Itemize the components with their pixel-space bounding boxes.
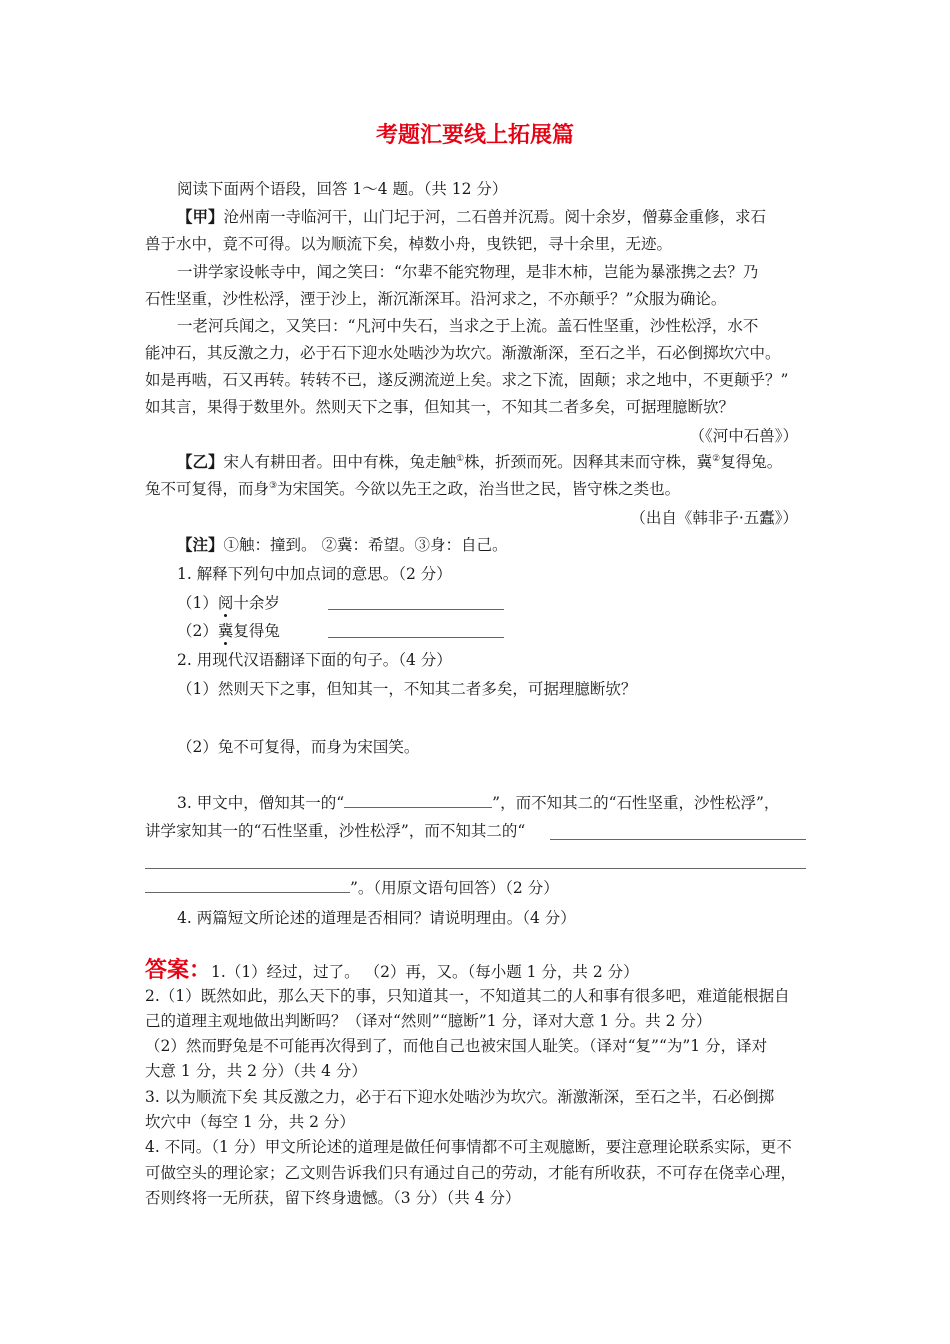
- yi-line-2: 兔不可复得，而身③为宋国笑。今欲以先王之政，治当世之民，皆守株之类也。: [145, 480, 681, 498]
- question-3-line-3: ”。（用原文语句回答）（2 分）: [145, 878, 815, 898]
- answer-blank-3-4[interactable]: [145, 878, 350, 893]
- page-title: 考题汇要线上拓展篇: [375, 123, 574, 148]
- intro-line: 阅读下面两个语段，回答 1～4 题。（共 12 分）: [177, 180, 508, 198]
- answer-2-line-4: 大意 1 分，共 2 分）（共 4 分）: [145, 1062, 367, 1080]
- answer-4-line-1: 4. 不同。（1 分）甲文所论述的道理是做任何事情都不可主观臆断，要注意理论联系实际，更不: [145, 1138, 792, 1156]
- dotted-word: 阅: [217, 594, 234, 612]
- question-3-line-2: 讲学家知其一的“石性坚重，沙性松浮”，而不知其二的“: [145, 822, 526, 840]
- question-2: 2. 用现代汉语翻译下面的句子。（4 分）: [177, 651, 452, 669]
- answer-4-line-3: 否则终将一无所获，留下终身遗憾。（3 分）（共 4 分）: [145, 1189, 521, 1207]
- yi-tag: 【乙】: [177, 453, 224, 471]
- question-2-item-2: （2）兔不可复得，而身为宋国笑。: [177, 738, 420, 756]
- answer-3-line-2: 坎穴中（每空 1 分，共 2 分）: [145, 1113, 355, 1131]
- question-1-item-2: （2）冀复得兔: [177, 622, 280, 640]
- answer-2-line-2: 己的道理主观地做出判断吗？（译对“然则”“臆断”1 分，译对大意 1 分。共 2 分）: [145, 1012, 712, 1030]
- question-2-item-1: （1）然则天下之事，但知其一，不知其二者多矣，可据理臆断欤？: [177, 680, 637, 698]
- jia-tag: 【甲】: [177, 208, 224, 226]
- note-line: 【注】①触：撞到。 ②冀：希望。③身：自己。: [177, 536, 508, 554]
- question-1-item-1: （1）阅十余岁: [177, 594, 280, 612]
- answer-blank-1-1[interactable]: [328, 608, 504, 610]
- answer-1: 答案：1.（1）经过，过了。 （2）再，又。（每小题 1 分，共 2 分）: [145, 958, 639, 983]
- answer-2-line-1: 2.（1）既然如此，那么天下的事，只知道其一，不知道其二的人和事有很多吧，难道能根据自: [145, 987, 790, 1005]
- question-1: 1. 解释下列句中加点词的意思。（2 分）: [177, 565, 452, 583]
- answer-blank-3-1[interactable]: [344, 793, 492, 808]
- question-3-line-1: 3. 甲文中，僧知其一的“ ”，而不知其二的“石性坚重，沙性松浮”，: [177, 794, 780, 812]
- jia-paragraph-3-line-2: 能冲石，其反激之力，必于石下迎水处啮沙为坎穴。渐激渐深，至石之半，石必倒掷坎穴中。: [145, 344, 781, 362]
- answer-4-line-2: 可做空头的理论家；乙文则告诉我们只有通过自己的劳动，才能有所收获，不可存在侥幸心理，: [145, 1164, 797, 1182]
- jia-paragraph-1-line-2: 兽于水中，竟不可得。以为顺流下矣，棹数小舟，曳铁钯，寻十余里，无迹。: [145, 235, 673, 253]
- answer-blank-1-2[interactable]: [328, 636, 504, 638]
- jia-paragraph-3-line-3: 如是再啮，石又再转。转转不已，遂反溯流逆上矣。求之下流，固颠；求之地中，不更颠乎？”: [145, 371, 789, 389]
- question-4: 4. 两篇短文所论述的道理是否相同？请说明理由。（4 分）: [177, 909, 576, 927]
- jia-paragraph-2-line-1: 一讲学家设帐寺中，闻之笑曰：“尔辈不能究物理，是非木柿，岂能为暴涨携之去？乃: [177, 263, 759, 281]
- note-tag: 【注】: [177, 536, 224, 554]
- jia-paragraph-1-line-1: 【甲】沧州南一寺临河干，山门圮于河，二石兽并沉焉。阅十余岁，僧募金重修，求石: [177, 208, 767, 226]
- jia-paragraph-3-line-4: 如其言，果得于数里外。然则天下之事，但知其一，不知其二者多矣，可据理臆断欤？: [145, 398, 735, 416]
- jia-paragraph-2-line-2: 石性坚重，沙性松浮，湮于沙上，渐沉渐深耳。沿河求之，不亦颠乎？”众服为确论。: [145, 290, 727, 308]
- yi-line-1: 【乙】宋人有耕田者。田中有株，兔走触①株，折颈而死。因释其耒而守株，冀②复得兔。: [177, 453, 783, 471]
- answer-2-line-3: （2）然而野兔是不可能再次得到了，而他自己也被宋国人耻笑。（译对“复”“为”1 分，译对: [145, 1037, 768, 1055]
- dotted-word: 冀: [217, 622, 234, 640]
- answer-heading: 答案: [145, 958, 190, 983]
- answer-blank-3-3[interactable]: [145, 867, 806, 869]
- jia-paragraph-3-line-1: 一老河兵闻之，又笑曰：“凡河中失石，当求之于上流。盖石性坚重，沙性松浮，水不: [177, 317, 759, 335]
- jia-source: （《河中石兽》）: [689, 427, 798, 445]
- answer-blank-3-2[interactable]: [550, 838, 806, 840]
- yi-source: （出自《韩非子·五蠹》）: [630, 509, 798, 527]
- answer-3-line-1: 3. 以为顺流下矣 其反激之力，必于石下迎水处啮沙为坎穴。渐激渐深，至石之半，石必倒掷: [145, 1088, 775, 1106]
